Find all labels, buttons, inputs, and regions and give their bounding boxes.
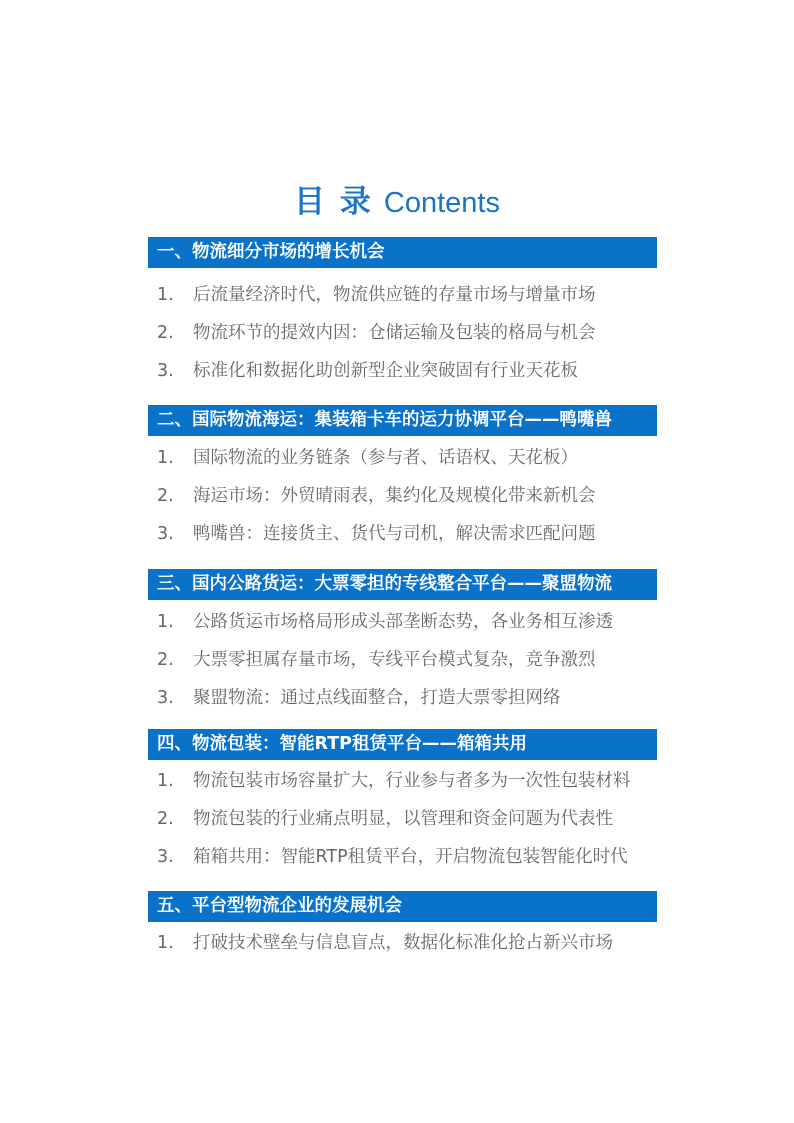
item-text: 海运市场：外贸晴雨表，集约化及规模化带来新机会: [193, 486, 596, 506]
toc-item-3-2: [157, 646, 596, 674]
toc-item-2-3: [157, 520, 596, 548]
toc-item-1-3: [157, 357, 578, 385]
item-number: 2.: [157, 809, 174, 829]
item-number: 1.: [157, 612, 174, 632]
section-heading-2: 二、国际物流海运：集装箱卡车的运力协调平台——鸭嘴兽: [148, 405, 657, 436]
section-heading-5: 五、平台型物流企业的发展机会: [148, 891, 657, 922]
toc-item-5-1: [157, 929, 613, 957]
item-number: 3.: [157, 361, 174, 381]
toc-item-4-2: [157, 805, 613, 833]
item-text: 物流环节的提效内因：仓储运输及包装的格局与机会: [193, 323, 596, 343]
section-heading-4: 四、物流包装：智能RTP租赁平台——箱箱共用: [148, 729, 657, 760]
item-number: 1.: [157, 285, 174, 305]
item-number: 3.: [157, 524, 174, 544]
item-text: 箱箱共用：智能RTP租赁平台，开启物流包装智能化时代: [193, 847, 628, 867]
toc-item-2-1: [157, 444, 578, 472]
item-number: 2.: [157, 650, 174, 670]
title-en: Contents: [383, 187, 500, 219]
page-title: [0, 176, 794, 221]
section-heading-1: 一、物流细分市场的增长机会: [148, 237, 657, 268]
toc-item-1-1: [157, 281, 596, 309]
item-number: 3.: [157, 688, 174, 708]
item-text: 打破技术壁垒与信息盲点，数据化标准化抢占新兴市场: [193, 933, 613, 953]
section-heading-3: 三、国内公路货运：大票零担的专线整合平台——聚盟物流: [148, 569, 657, 600]
toc-item-3-3: [157, 684, 561, 712]
item-number: 2.: [157, 486, 174, 506]
item-text: 公路货运市场格局形成头部垄断态势，各业务相互渗透: [193, 612, 613, 632]
toc-item-2-2: [157, 482, 596, 510]
item-number: 3.: [157, 847, 174, 867]
item-text: 国际物流的业务链条（参与者、话语权、天花板）: [193, 448, 578, 468]
item-number: 1.: [157, 448, 174, 468]
item-number: 1.: [157, 771, 174, 791]
item-text: 标准化和数据化助创新型企业突破固有行业天花板: [193, 361, 578, 381]
toc-item-1-2: [157, 319, 596, 347]
toc-item-4-3: [157, 843, 628, 871]
item-number: 1.: [157, 933, 174, 953]
item-text: 物流包装的行业痛点明显，以管理和资金问题为代表性: [193, 809, 613, 829]
title-cn: 目 录: [294, 184, 373, 220]
item-text: 聚盟物流：通过点线面整合，打造大票零担网络: [193, 688, 561, 708]
item-text: 物流包装市场容量扩大，行业参与者多为一次性包装材料: [193, 771, 631, 791]
item-text: 鸭嘴兽：连接货主、货代与司机，解决需求匹配问题: [193, 524, 596, 544]
item-number: 2.: [157, 323, 174, 343]
toc-item-4-1: [157, 767, 631, 795]
item-text: 大票零担属存量市场，专线平台模式复杂，竞争激烈: [193, 650, 596, 670]
toc-item-3-1: [157, 608, 613, 636]
item-text: 后流量经济时代，物流供应链的存量市场与增量市场: [193, 285, 596, 305]
